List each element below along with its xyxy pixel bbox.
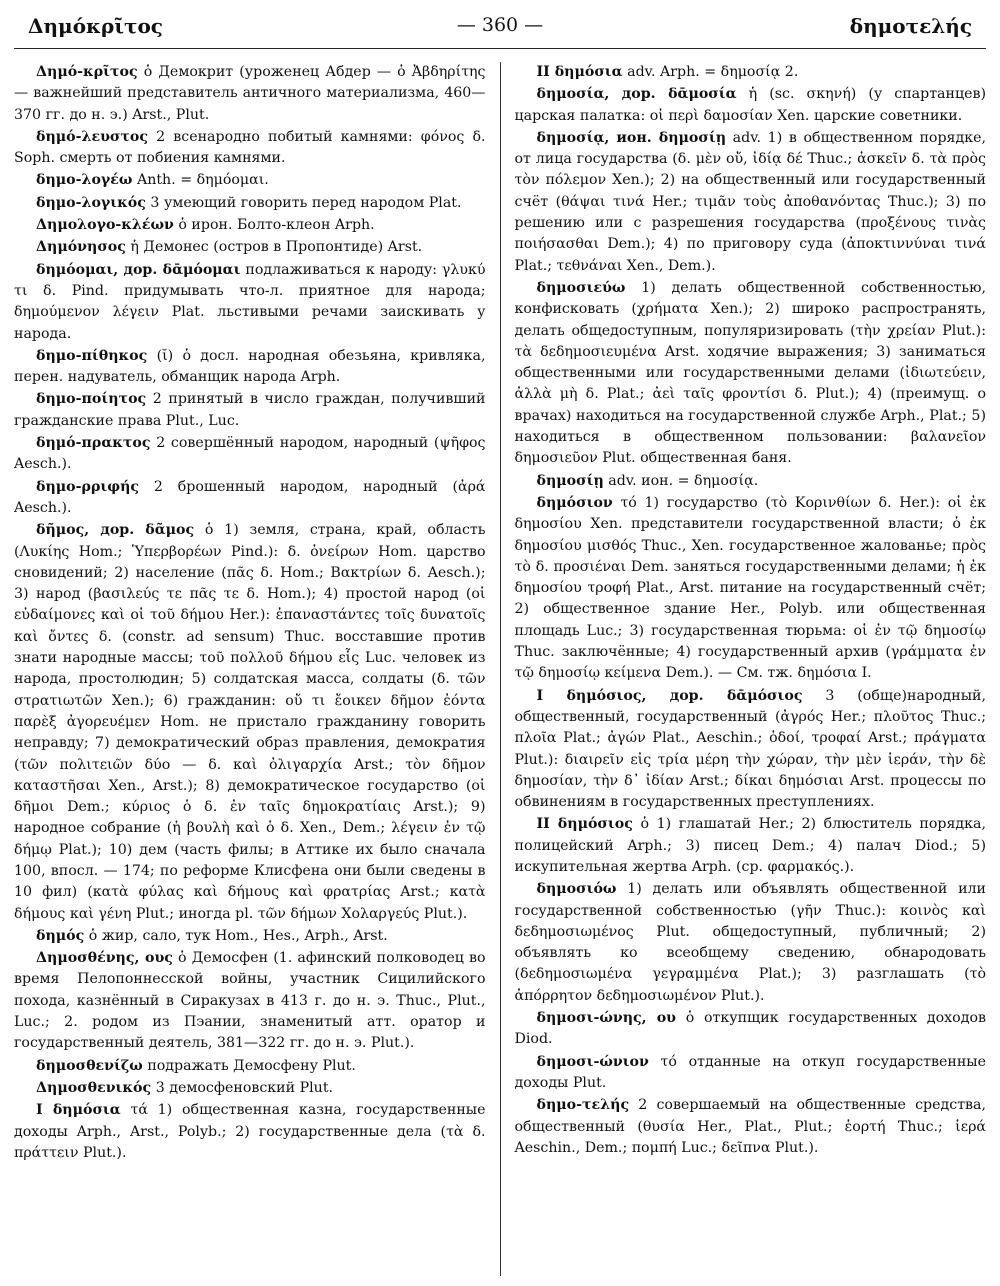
entry-definition: τό 1) государство (τὸ Κορινθίων δ. Her.): οἱ ἐκ δημοσίου Xen. представители государственной власти; ὁ ἐκ δημοσίου μισθός Thuc., Xen. государственное жалованье; πρὸς τὸ δ. προσιέναι Dem. заняться государственными делами; ἡ ἐκ δημοσίου τροφή Plat., Arst. питание на государственный счёт; 2) общественное здание Her., Polyb. или общественная площадь Luc.; 3) государственная тюрьма: οἱ ἐν τῷ δημοσίῳ Thuc. заключённые; 4) государственный архив (γράμματα ἐν τῷ δημοσίῳ κείμενα Dem.). — См. тж. δημόσια I. — [514, 494, 986, 682]
two-column-body — [14, 62, 986, 1276]
entry-definition: adv. ион. = δημοσίᾳ. — [608, 472, 759, 489]
entry-definition: ὁ Демокрит (уроженец Абдер — ὁ Ἀβδηρίτης — важнейший представитель античного материализма, 460—370 гг. до н. э.) Arst., Plut. — [14, 64, 486, 123]
entry-definition: ὁ ирон. Болто-клеон Arph. — [178, 217, 375, 234]
entry-definition: 1) делать или объявлять общественной или государственной собственностью (γῆν Thuc.): κοινὸς καὶ δεδημοσιωμένος Plut. общедоступный, публичный; 2) объявлять ко всеобщему сведению, обнародовать (δεδημοσιωμένα γεγραμμένα Plat.); 3) разглашать (τὸ ἀπόρρητον δεδημοσιωμένον Plut.). — [514, 881, 986, 1004]
dictionary-entry — [14, 1100, 486, 1164]
entry-headword: δημο-ποίητος — [36, 391, 147, 408]
entry-definition: τό отданные на откуп государственные доходы Plut. — [514, 1053, 986, 1091]
header-left-guide-word: Δημόκρῖτος — [28, 14, 163, 38]
entry-headword: δημοσιεύω — [536, 279, 626, 296]
entry-headword: δημο-λογικός — [36, 194, 146, 211]
dictionary-entry — [14, 1078, 486, 1099]
dictionary-entry — [515, 128, 987, 277]
entry-headword: δημόομαι, дор. δᾱμόομαι — [36, 261, 241, 278]
entry-definition: 3 демосфеновский Plut. — [155, 1079, 334, 1096]
right-column — [500, 62, 987, 1276]
dictionary-entry — [14, 477, 486, 520]
left-column — [14, 62, 500, 1276]
dictionary-entry — [515, 471, 987, 492]
dictionary-entry — [515, 278, 987, 470]
entry-headword: Δημό-κρῖτος — [36, 64, 138, 80]
dictionary-entry — [14, 260, 486, 345]
dictionary-entry — [515, 814, 987, 878]
header-right-guide-word: δημοτελής — [849, 14, 972, 38]
dictionary-entry — [14, 1056, 486, 1077]
entry-definition: 1) делать общественной собственностью, конфисковать (χρήματα Xen.); 2) широко распространять, делать общедоступным, популяризировать (τὴν χρείαν Plut.): τὰ δεδημοσιευμένα Arst. ходячие выражения; 3) заниматься общественными или государственными делами (ἰδιωτεύειν, ἀλλὰ μὴ δ. Plat.; ἀεὶ ταῖς φροντίσι δ. Plut.); 4) (преимущ. о врачах) находиться на государственной службе Arph., Plat.; 5) находиться в общественном пользовании: βαλανεῖον δημοσιεῦον Plut. общественная баня. — [514, 279, 986, 467]
entry-definition: подлаживаться к народу: γλυκύ τι δ. Pind. придумывать что-л. приятное для народа; δημούμενον λέγειν Plat. льстивыми речами заискивать у народа. — [14, 261, 486, 342]
entry-headword: δημός — [36, 927, 85, 944]
entry-headword: δημοσι-ώνιον — [536, 1053, 649, 1070]
entry-definition: 2 совершаемый на общественные средства, общественный (θυσία Her., Plat., Plut.; ἑορτή Thuc.; ἱερά Aeschin., Dem.; πομπή Luc.; δεῖπνα Plut.). — [514, 1097, 986, 1156]
entry-definition: ἡ (sc. σκηνή) (у спартанцев) царская палатка: οἱ περὶ δαμοσίαν Xen. царские советники. — [514, 86, 986, 124]
entry-headword: δημο-ρριφής — [36, 478, 140, 495]
dictionary-entry — [515, 1095, 987, 1159]
entry-headword: I δημόσιος, дор. δᾱμόσιος — [536, 687, 803, 704]
entry-headword: II δημόσια — [536, 64, 623, 80]
entry-definition: τά 1) общественная казна, государственные доходы Arph., Arst., Polyb.; 2) государственные дела (τὰ δ. πράττειν Plut.). — [14, 1102, 486, 1161]
dictionary-entry — [14, 389, 486, 432]
entry-headword: δημο-πίθηκος — [36, 347, 148, 364]
header-rule — [14, 48, 986, 49]
entry-headword: δημόσιον — [536, 494, 613, 511]
entry-definition: adv. Arph. = δημοσίᾳ 2. — [627, 64, 799, 80]
running-header — [14, 0, 986, 42]
entry-definition: ὁ 1) глашатай Her.; 2) блюститель порядка, полицейский Arph.; 3) писец Dem.; 4) палач Diod.; 5) искупительная жертва Arph. (ср. φαρμακός.). — [514, 816, 986, 875]
entry-headword: I δημόσια — [36, 1102, 121, 1119]
entry-headword: δημο-τελής — [536, 1097, 630, 1114]
dictionary-entry — [14, 170, 486, 191]
page-number: — 360 — — [456, 14, 544, 36]
dictionary-entry — [14, 926, 486, 947]
entry-headword: δημό-λευστος — [36, 128, 149, 145]
entry-definition: 2 брошенный народом, народный (ἀρά Aesch.). — [14, 478, 486, 516]
dictionary-entry — [14, 127, 486, 170]
entry-headword: δημοσιόω — [536, 881, 617, 898]
entry-definition: ὁ Демосфен (1. афинский полководец во время Пелопоннесской войны, участник Сицилийского похода, казнённый в Сиракузах в 413 г. до н. э. Thuc., Plut., Luc.; 2. родом из Пэании, знаменитый атт. оратор и государственный деятель, 381—322 гг. до н. э. Plut.). — [14, 950, 486, 1052]
entry-headword: Δημόνησος — [36, 239, 126, 256]
dictionary-entry — [515, 84, 987, 127]
dictionary-entry — [515, 62, 987, 83]
dictionary-entry — [14, 237, 486, 258]
entry-definition: ὁ откупщик государственных доходов Diod. — [514, 1010, 986, 1048]
dictionary-entry — [14, 215, 486, 236]
entry-definition: adv. 1) в общественном порядке, от лица государства (δ. μὲν οὔ, ἰδίᾳ δέ Thuc.; ἀσκεῖν δ. τὰ πρὸς τὸν πόλεμον Xen.); 2) на общественный или государственный счёт (θάψαι τινά Her.; τιμᾶν τοὺς ἀποθανόντας Thuc.); 3) по решению или с разрешения государства (προξένους τινὰς ποιήσασθαι Dem.); 4) по приговору суда (ἀποκτιννύναι τινά Plat.; τεθνάναι Xen., Dem.). — [514, 129, 986, 274]
dictionary-entry — [14, 193, 486, 214]
entry-definition: 2 совершённый народом, народный (ψῆφος Aesch.). — [14, 435, 486, 473]
entry-definition: Anth. = δημόομαι. — [136, 172, 269, 189]
entry-headword: δημο-λογέω — [36, 172, 133, 189]
entry-headword: δῆμος, дор. δᾶμος — [36, 522, 195, 539]
dictionary-entry — [14, 62, 486, 126]
entry-definition: ὁ 1) земля, страна, край, область (Λυκίης Hom.; Ὑπερβορέων Pind.): δ. ὀνείρων Hom. царство сновидений; 2) население (πᾶς δ. Hom.; Βακτρίων δ. Aesch.); 3) народ (βασιλεύς τε πᾶς τε δ. Hom.); 4) простой народ (οἱ εὐδαίμονες καὶ οἱ τοῦ δήμου Her.): ἐπαναστάντες τοῖς δυνατοῖς καὶ ὄντες δ. (constr. ad sensum) Thuc. восставшие против знати народные массы; τοῦ πολλοῦ δήμου εἷς Luc. человек из народа, простолюдин; 5) солдатская масса, солдаты (δ. τῶν στρατιωτῶν Xen.); 6) гражданин: οὔ τι ἔοικεν δῆμον ἐόντα παρὲξ ἀγορευέμεν Hom. не пристало гражданину говорить неправду; 7) демократический образ правления, демократия (τῶν πολιτειῶν δύο — δ. καὶ ὀλιγαρχία Arst.; τὸν δῆμον καταστῆσαι Xen., Arst.); 8) демократическое государство (οἱ δῆμοι Dem.; κύριος ὁ δ. ἐν ταῖς δημοκρατίαις Arst.); 9) народное собрание (ἡ βουλὴ καὶ ὁ δ. Xen., Dem.; λέγειν ἐν τῷ δήμῳ Plat.); 10) дем (часть филы; в Аттике их было сначала 100, впосл. — 174; по реформе Клисфена они были сведены в 10 фил) (κατὰ φύλας καὶ δήμους καὶ φρατρίας Arst.; κατὰ δήμους καὶ γένη Plut.; иногда pl. τῶν δήμων Χολαργεύς Plut.). — [14, 522, 486, 922]
entry-definition: подражать Демосфену Plut. — [147, 1057, 356, 1074]
dictionary-entry — [515, 686, 987, 814]
dictionary-entry — [515, 879, 987, 1007]
dictionary-entry — [515, 493, 987, 685]
entry-headword: δημό-πρακτος — [36, 435, 151, 452]
entry-definition: ἡ Демонес (остров в Пропонтиде) Arst. — [130, 239, 423, 256]
entry-headword: δημοσι-ώνης, ου — [536, 1010, 677, 1027]
dictionary-entry — [14, 520, 486, 925]
entry-headword: Δημοσθένης, ους — [36, 950, 173, 967]
entry-definition: (ῐ) ὁ досл. народная обезьяна, кривляка, перен. надуватель, обманщик народа Arph. — [14, 347, 486, 386]
dictionary-entry — [14, 346, 486, 389]
dictionary-entry — [515, 1052, 987, 1095]
dictionary-entry — [515, 1008, 987, 1051]
dictionary-entry — [14, 433, 486, 476]
entry-headword: δημοσίῃ — [536, 472, 604, 489]
entry-headword: δημοσθενίζω — [36, 1057, 143, 1074]
entry-definition: 3 умеющий говорить перед народом Plat. — [150, 194, 462, 211]
entry-definition: 2 всенародно побитый камнями: φόνος δ. Soph. смерть от побиения камнями. — [14, 128, 486, 167]
dictionary-entry — [14, 948, 486, 1054]
entry-headword: δημοσίᾳ, ион. δημοσίῃ — [536, 129, 727, 146]
entry-headword: Δημολογο-κλέων — [36, 217, 174, 234]
entry-definition: ὁ жир, сало, тук Hom., Hes., Arph., Arst. — [88, 927, 388, 944]
entry-definition: 2 принятый в число граждан, получивший гражданские права Plut., Luc. — [14, 391, 486, 429]
entry-headword: II δημόσιος — [536, 816, 633, 833]
entry-headword: δημοσία, дор. δᾱμοσία — [536, 86, 737, 103]
entry-definition: 3 (обще)народный, общественный, государственный (ἀγρός Her.; πλοῦτος Thuc.; πλοῖα Plat.; ἀγών Plat., Aeschin.; ὁδοί, τροφαί Arst.; πράγματα Plut.): διαιρεῖν εἰς τρία μέρη τὴν χώραν, τὴν μὲν ἱεράν, τὴν δὲ δημοσίαν, τὴν δ᾽ ἰδίαν Arst.; δίκαι δημόσιαι Arst. процессы по обвинениям в государственных преступлениях. — [514, 687, 986, 811]
entry-headword: Δημοσθενικός — [36, 1079, 152, 1096]
